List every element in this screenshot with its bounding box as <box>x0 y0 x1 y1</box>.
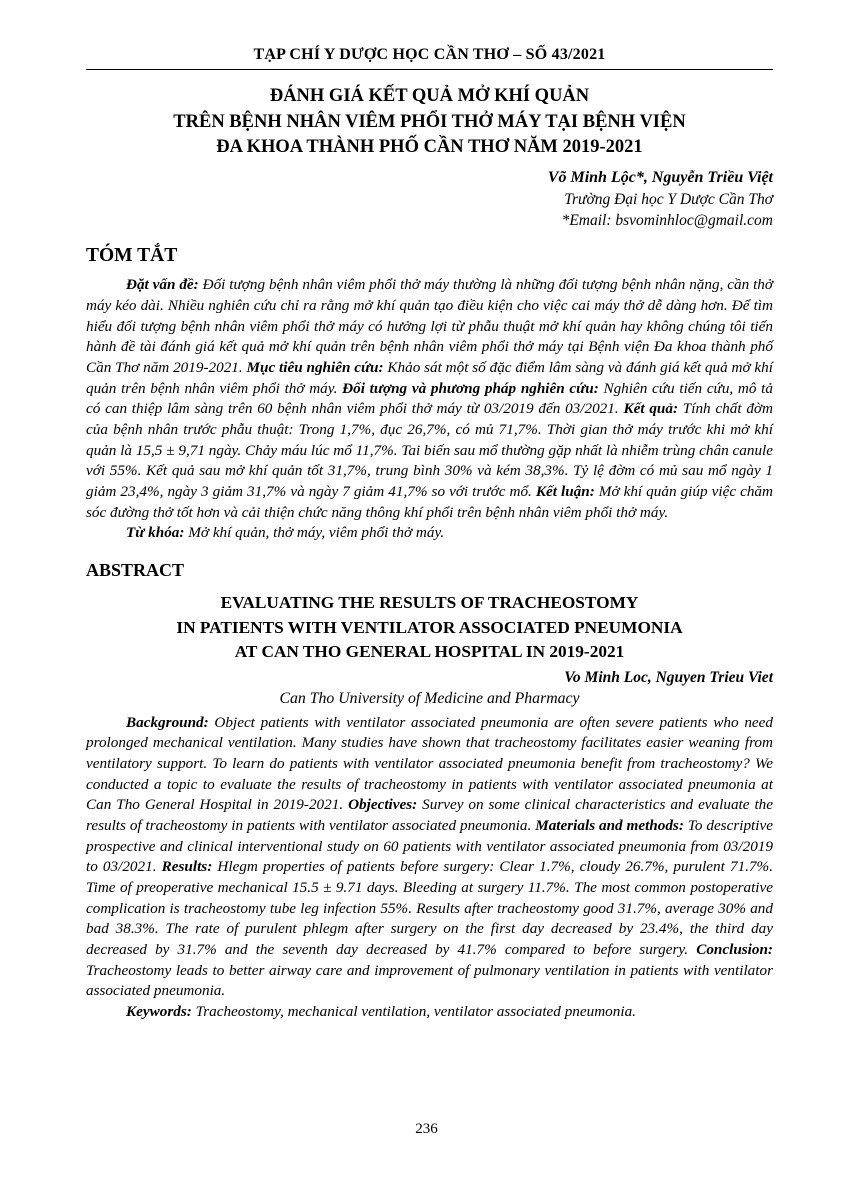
affiliation-en: Can Tho University of Medicine and Pharmacy <box>279 690 580 708</box>
inline-section-label: Objectives: <box>348 796 418 814</box>
inline-section-label: Results: <box>161 858 213 876</box>
page-number: 236 <box>415 1121 438 1137</box>
article-title-vi-line-1: ĐÁNH GIÁ KẾT QUẢ MỞ KHÍ QUẢN <box>269 86 590 106</box>
abstract-en-paragraph <box>86 713 773 1002</box>
abstract-heading: ABSTRACT <box>86 560 185 581</box>
inline-section-label: Từ khóa: <box>126 524 185 542</box>
article-title-en-line-2: IN PATIENTS WITH VENTILATOR ASSOCIATED PNEUMONIA <box>176 617 683 637</box>
article-title-vi-line-3: ĐA KHOA THÀNH PHỐ CẦN THƠ NĂM 2019-2021 <box>216 137 643 158</box>
inline-section-label: Materials and methods: <box>535 816 684 834</box>
inline-text: Mở khí quản, thở máy, viêm phổi thở máy. <box>184 524 445 542</box>
inline-text: Tính chất đờm của bệnh nhân trước phẫu thuật: Trong 1,7%, đục 26,7%, có mủ 71,7%. Thời gian thở máy trước khi mở khí quản là 15,5 ± 9,71 ngày. Chảy máu lúc mổ 11,7%. Tai biến sau mổ thường gặp nhất là nhiễm trùng chân canule với 55%. Kết quả sau mở khí quản tốt 31,7%, trung bình 30% và kém 38,3%. Tỷ lệ đờm có mủ sau mổ ngày 1 giảm 23,4%, ngày 3 giảm 31,7% và ngày 7 giảm 41,7% so với trước mổ. <box>86 400 773 501</box>
inline-text: Survey on some clinical characteristics and evaluate the results of tracheostomy in patients with ventilator associated pneumonia. <box>86 796 773 834</box>
inline-text: Nghiên cứu tiến cứu, mô tả có can thiệp lâm sàng trên 60 bệnh nhân viêm phổi thở máy từ 03/2019 đến 03/2021. <box>86 379 773 418</box>
article-title-vi-line-2: TRÊN BỆNH NHÂN VIÊM PHỔI THỞ MÁY TẠI BỆNH VIỆN <box>173 111 686 132</box>
authors-en: Vo Minh Loc, Nguyen Trieu Viet <box>564 668 773 686</box>
article-title-en-line-3: AT CAN THO GENERAL HOSPITAL IN 2019-2021 <box>234 642 625 662</box>
article-title-en <box>86 591 773 665</box>
article-title-en-line-1: EVALUATING THE RESULTS OF TRACHEOSTOMY <box>220 593 639 613</box>
inline-section-label: Kết luận: <box>535 483 595 501</box>
authors-vi: Võ Minh Lộc*, Nguyễn Triều Việt <box>547 168 773 186</box>
inline-section-label: Kết quả: <box>623 400 679 418</box>
inline-text: Mở khí quản giúp việc chăm sóc đường thở tốt hơn và cải thiện chức năng thông khí phổi trên bệnh nhân viêm phổi thở máy. <box>86 483 773 521</box>
inline-text: Tracheostomy leads to better airway care and improvement of pulmonary ventilation in patients with ventilator associated pneumonia. <box>86 961 773 1000</box>
inline-section-label: Mục tiêu nghiên cứu: <box>246 359 384 377</box>
affiliation-vi: Trường Đại học Y Dược Cần Thơ <box>564 190 773 208</box>
inline-section-label: Background: <box>126 713 209 731</box>
inline-section-label: Conclusion: <box>696 940 773 958</box>
article-title-vi <box>86 84 773 161</box>
email-line: *Email: bsvominhloc@gmail.com <box>561 212 773 229</box>
keywords-vi <box>86 523 773 544</box>
inline-text: Tracheostomy, mechanical ventilation, ventilator associated pneumonia. <box>191 1002 636 1020</box>
byline-vi <box>86 167 773 232</box>
inline-text: Object patients with ventilator associated pneumonia are often severe patients who need prolonged mechanical ventilation. Many studies have shown that tracheostomy facilitates easier weaning from ventilatory support. To learn do patients with ventilator associated pneumonia benefit from tracheostomy? We conducted a topic to evaluate the results of tracheostomy in patients with ventilator associated pneumonia at Can Tho General Hospital in 2019-2021. <box>86 713 773 814</box>
journal-header: TẠP CHÍ Y DƯỢC HỌC CẦN THƠ – SỐ 43/2021 <box>86 46 773 70</box>
keywords-en <box>86 1002 773 1023</box>
inline-text: Đối tượng bệnh nhân viêm phổi thở máy thường là những đối tượng bệnh nhân nặng, cần thở máy kéo dài. Nhiều nghiên cứu chỉ ra rằng mở khí quản tạo điều kiện cho việc cai máy thở dễ dàng hơn. Để tìm hiểu đối tượng bệnh nhân viêm phổi thở máy có hưởng lợi từ phẫu thuật mở khí quản hay không chúng tôi tiến hành đề tài đánh giá kết quả mở khí quản trên bệnh nhân viêm phổi thở máy tại Bệnh viện Đa khoa thành phố Cần Thơ năm 2019-2021. <box>86 276 773 377</box>
inline-section-label: Đặt vấn đề: <box>126 276 199 294</box>
inline-section-label: Đối tượng và phương pháp nghiên cứu: <box>342 379 599 397</box>
abstract-vi-paragraph <box>86 275 773 523</box>
inline-text: Hlegm properties of patients before surgery: Clear 1.7%, cloudy 26.7%, purulent 71.7%. Time of preoperative mechanical 15.5 ± 9.71 days. Bleeding at surgery 11.7%. The most common postoperative complication is tracheostomy tube leg infection 55%. Results after tracheostomy good 31.7%, average 30% and bad 38.3%. The rate of purulent phlegm after surgery on the first day decreased by 23.4%, the third day decreased by 31.7% and the seventh day decreased by 41.7% compared to before surgery. <box>86 858 773 958</box>
inline-text: To descriptive prospective and clinical interventional study on 60 patients with ventilator associated pneumonia from 03/2019 to 03/2021. <box>86 816 773 876</box>
inline-section-label: Keywords: <box>126 1002 192 1020</box>
inline-text: Khảo sát một số đặc điểm lâm sàng và đánh giá kết quả mở khí quản trên bệnh nhân viêm phổi thở máy. <box>86 359 773 397</box>
tom-tat-heading: TÓM TẮT <box>86 245 178 267</box>
